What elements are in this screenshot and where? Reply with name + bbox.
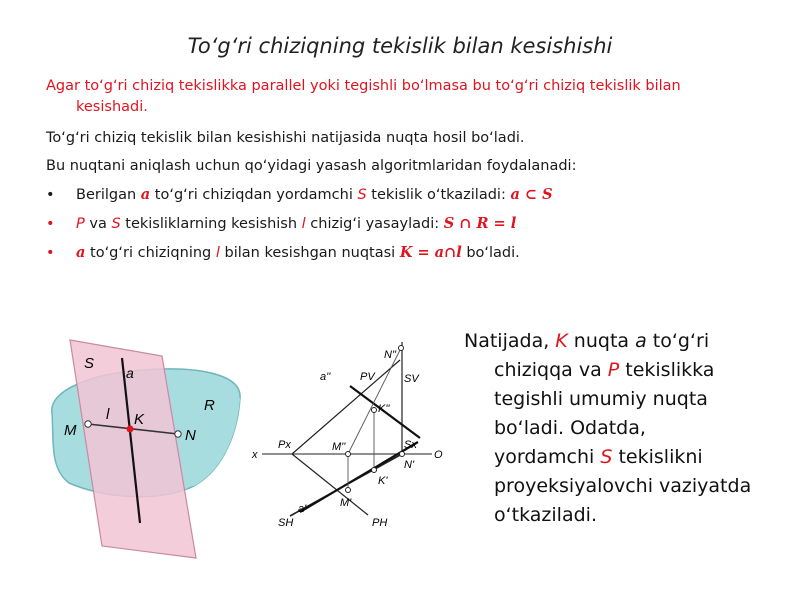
- result-line-1: Natijada, K nuqta a to‘g‘ri: [464, 330, 710, 352]
- label-sv: SV: [404, 373, 419, 385]
- point-m1: [346, 488, 351, 493]
- point-k: [127, 426, 134, 433]
- bullet-marker: •: [46, 187, 55, 203]
- point-n2: [399, 346, 404, 351]
- label-n1: N': [404, 459, 415, 471]
- label-a2: a'': [320, 371, 331, 383]
- label-k: K: [134, 411, 145, 428]
- point-m: [85, 421, 91, 427]
- label-n2: N'': [384, 349, 397, 361]
- label-m2: M'': [332, 441, 346, 453]
- figure-right-projection: [250, 330, 460, 540]
- formula-s-cap-r: S ∩ R = l: [443, 215, 517, 232]
- point-k1: [372, 468, 377, 473]
- label-x: x: [252, 449, 258, 461]
- formula-a-in-s: a ⊂ S: [510, 186, 553, 203]
- intro-paragraph: [46, 76, 681, 118]
- result-line-4: bo‘ladi. Odatda,: [494, 417, 646, 439]
- label-k2: K'': [378, 403, 390, 415]
- result-line-2: chiziqqa va P tekislikka: [494, 359, 715, 381]
- bullet-3: • a to‘g‘ri chiziqning l bilan kesishgan nuqtasi K = a∩l bo‘ladi.: [46, 242, 520, 264]
- result-line-6: proyeksiyalovchi vaziyatda: [494, 475, 752, 497]
- result-line-3: tegishli umumiy nuqta: [494, 388, 708, 410]
- result-line-7: o‘tkaziladi.: [494, 504, 597, 526]
- label-n: N: [185, 427, 196, 444]
- label-sx: Sx: [404, 439, 417, 451]
- bullet-2: • P va S tekisliklarning kesishish l chizig‘i yasayladi: S ∩ R = l: [46, 213, 516, 235]
- label-a: a: [126, 365, 134, 381]
- point-n1: [400, 452, 405, 457]
- paragraph-2: To‘g‘ri chiziq tekislik bilan kesishishi natijasida nuqta hosil bo‘ladi.: [46, 130, 525, 146]
- intro-line-1: Agar to‘g‘ri chiziq tekislikka parallel yoki tegishli bo‘lmasa bu to‘g‘ri chiziq tekislik bilan: [46, 78, 681, 94]
- label-o: O: [434, 449, 443, 461]
- result-paragraph: [464, 327, 764, 530]
- point-n: [175, 431, 181, 437]
- bullet-1: • Berilgan a to‘g‘ri chiziqdan yordamchi S tekislik o‘tkaziladi: a ⊂ S: [46, 184, 553, 206]
- label-l: l: [106, 406, 110, 423]
- figure-left-3d: [44, 318, 244, 568]
- bullet-marker: •: [46, 216, 55, 232]
- label-k1: K': [378, 475, 388, 487]
- label-s: S: [84, 355, 95, 372]
- paragraph-3: Bu nuqtani aniqlash uchun qo‘yidagi yasash algoritmlaridan foydalanadi:: [46, 158, 577, 174]
- label-sh: SH: [278, 517, 294, 529]
- label-m1: M': [340, 497, 352, 509]
- bullet-marker: •: [46, 245, 55, 261]
- formula-k: K = a∩l: [399, 244, 462, 261]
- label-r: R: [204, 397, 215, 414]
- intro-line-2: kesishadi.: [76, 99, 148, 115]
- label-a1: a': [298, 503, 307, 515]
- label-ph: PH: [372, 517, 388, 529]
- label-m: M: [64, 422, 77, 439]
- point-k2: [372, 408, 377, 413]
- result-line-5: yordamchi S tekislikni: [494, 446, 703, 468]
- point-m2: [346, 452, 351, 457]
- page-title: To‘g‘ri chiziqning tekislik bilan kesishishi: [187, 34, 613, 58]
- label-pv: PV: [360, 371, 375, 383]
- label-px: Px: [278, 439, 291, 451]
